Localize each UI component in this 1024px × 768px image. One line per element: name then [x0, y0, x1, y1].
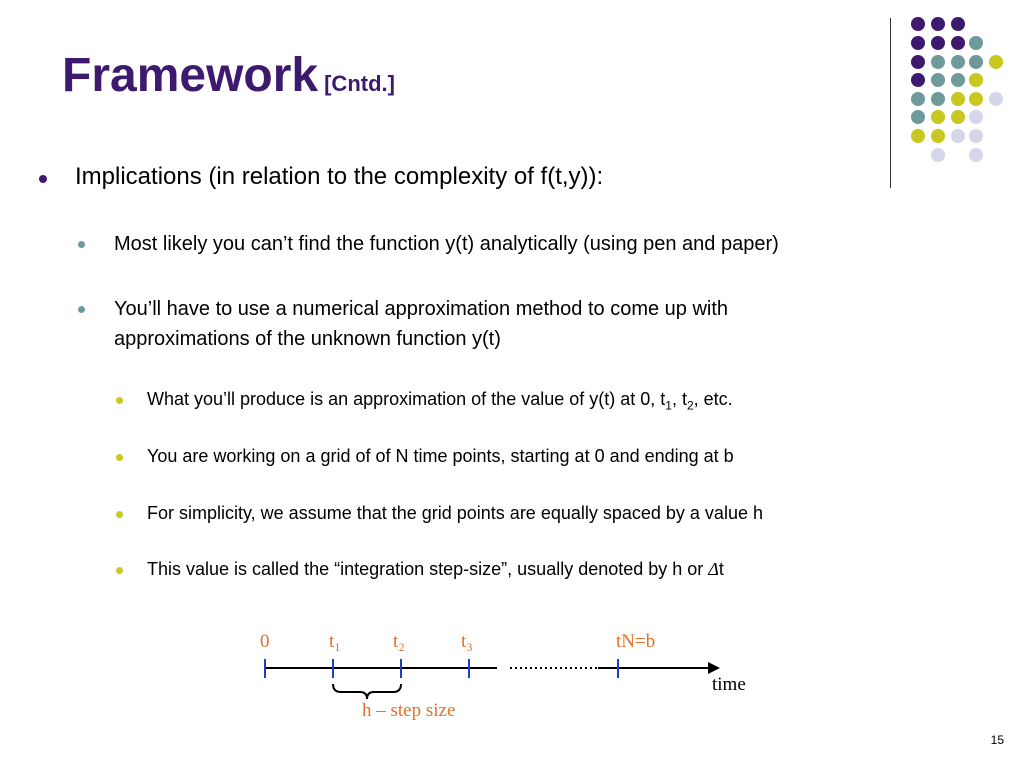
decor-dot	[931, 148, 945, 162]
decor-dot	[969, 110, 983, 124]
decor-dot	[931, 92, 945, 106]
title-suffix: [Cntd.]	[324, 71, 395, 96]
delta-symbol: Δ	[708, 559, 719, 579]
decor-dot	[931, 55, 945, 69]
bullet-grid: You are working on a grid of of N time points, starting at 0 and ending at b	[147, 446, 734, 466]
timeline-arrowhead	[708, 662, 720, 674]
decor-dot	[989, 92, 1003, 106]
bullet-dot-l3	[116, 567, 123, 574]
timeline-label-t3: t₃	[461, 631, 473, 652]
decor-dot	[931, 36, 945, 50]
decor-dot	[931, 73, 945, 87]
decor-dot	[951, 36, 965, 50]
decor-dot	[931, 17, 945, 31]
title-divider-line	[890, 18, 891, 188]
decor-dot	[951, 73, 965, 87]
produce-sub-2: 2	[686, 398, 694, 413]
bullet-numerical-line2: approximations of the unknown function y(t)	[114, 328, 501, 350]
decor-dot	[931, 110, 945, 124]
timeline-label-t1: t₁	[329, 631, 341, 652]
decor-dot	[911, 110, 925, 124]
produce-text-post: , etc.	[693, 389, 733, 409]
bullet-implications: Implications (in relation to the complexity of f(t,y)):	[75, 163, 604, 190]
produce-text-mid: , t	[671, 389, 687, 409]
decor-dot	[969, 129, 983, 143]
decor-dot	[911, 36, 925, 50]
decor-dot	[911, 129, 925, 143]
decor-dot	[911, 17, 925, 31]
bullet-simplicity: For simplicity, we assume that the grid points are equally spaced by a value h	[147, 503, 763, 523]
stepsize-text-pre: This value is called the “integration step-size”, usually denoted by h or	[147, 559, 709, 579]
bullet-numerical-line1: You’ll have to use a numerical approximation method to come up with	[114, 298, 729, 320]
timeline-label-0: 0	[260, 631, 270, 652]
page-number: 15	[990, 733, 1004, 747]
decor-dot	[989, 55, 1003, 69]
step-size-brace	[333, 684, 401, 699]
decor-dot	[951, 129, 965, 143]
bullet-dot-l2	[78, 241, 85, 248]
bullet-stepsize	[147, 559, 724, 580]
decor-dot	[951, 92, 965, 106]
bullet-dot-l3	[116, 454, 123, 461]
decor-dot	[969, 36, 983, 50]
decor-dot	[969, 92, 983, 106]
bullet-dot-l2	[78, 306, 85, 313]
produce-text-pre: What you’ll produce is an approximation of the value of y(t) at 0, t	[147, 389, 666, 409]
bullet-analytic: Most likely you can’t find the function y(t) analytically (using pen and paper)	[114, 233, 779, 255]
decor-dot	[951, 55, 965, 69]
bullet-dot-l1	[39, 175, 47, 183]
decor-dot	[969, 55, 983, 69]
decor-dot	[969, 148, 983, 162]
decor-dot	[911, 73, 925, 87]
bullet-dot-l3	[116, 397, 123, 404]
title-text: Framework	[62, 49, 319, 102]
decor-dot	[931, 129, 945, 143]
stepsize-text-post: t	[718, 559, 724, 579]
decor-dot	[951, 17, 965, 31]
timeline-diagram	[0, 600, 1024, 740]
decor-dot	[951, 110, 965, 124]
decor-dot	[911, 55, 925, 69]
timeline-label-t2: t₂	[393, 631, 405, 652]
decor-dot	[911, 92, 925, 106]
step-size-label: h – step size	[362, 700, 456, 721]
timeline-label-tn: tN=b	[616, 631, 656, 652]
produce-sub-1: 1	[665, 398, 672, 413]
bullet-produce	[147, 389, 733, 413]
timeline-axis-label: time	[712, 674, 746, 695]
decor-dot	[969, 73, 983, 87]
bullet-dot-l3	[116, 511, 123, 518]
